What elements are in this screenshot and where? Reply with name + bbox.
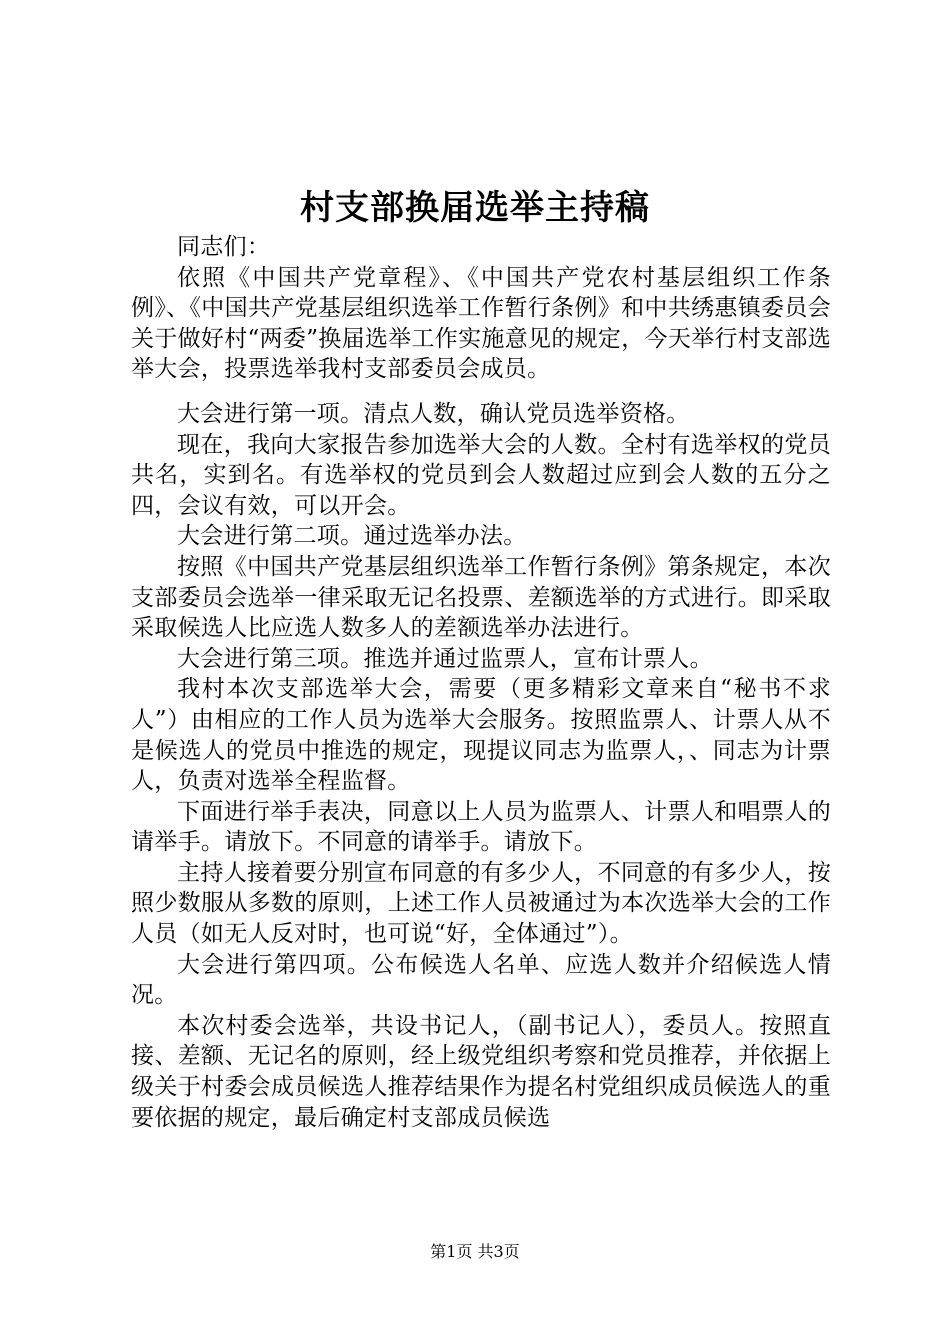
candidate-paragraph: 本次村委会选举，共设书记人，（副书记人），委员人。按照直接、差额、无记名的原则，经上级党组织考察和党员推荐，并依据上级关于村委会成员候选人推荐结果作为提名村党组织成员候选人的重要依据的规定，最后确定村支部成员候选 bbox=[131, 1012, 831, 1131]
intro-paragraph: 依照《中国共产党章程》、《中国共产党农村基层组织工作条例》、《中国共产党基层组织选举工作暂行条例》和中共绣惠镇委员会关于做好村“两委”换届选举工作实施意见的规定，今天举行村支部选举大会，投票选举我村支部委员会成员。 bbox=[131, 264, 831, 383]
scrutineer-proposal-paragraph: 我村本次支部选举大会，需要（更多精彩文章来自“秘书不求人”）由相应的工作人员为选举大会服务。按照监票人、计票人从不是候选人的党员中推选的规定，现提议同志为监票人，、同志为计票人，负责对选举全程监督。 bbox=[131, 676, 831, 795]
attendance-report-paragraph: 现在，我向大家报告参加选举大会的人数。全村有选举权的党员共名，实到名。有选举权的党员到会人数超过应到会人数的五分之四，会议有效，可以开会。 bbox=[131, 431, 831, 519]
item-one-heading: 大会进行第一项。清点人数，确认党员选举资格。 bbox=[177, 400, 690, 427]
document-title: 村支部换届选举主持稿 bbox=[300, 188, 650, 228]
item-four-heading: 大会进行第四项。公布候选人名单、应选人数并介绍候选人情况。 bbox=[131, 951, 831, 1009]
election-method-paragraph: 按照《中国共产党基层组织选举工作暂行条例》第条规定，本次支部委员会选举一律采取无记名投票、差额选举的方式进行。即采取采取候选人比应选人数多人的差额选举办法进行。 bbox=[131, 553, 831, 642]
page-number-footer: 第1页 共3页 bbox=[430, 1242, 520, 1261]
document-body bbox=[131, 232, 831, 1133]
item-two-heading: 大会进行第二项。通过选举办法。 bbox=[177, 523, 527, 550]
vote-result-paragraph: 主持人接着要分别宣布同意的有多少人，不同意的有多少人，按照少数服从多数的原则，上述工作人员被通过为本次选举大会的工作人员（如无人反对时，也可说“好，全体通过”）。 bbox=[131, 859, 831, 948]
item-three-heading: 大会进行第三项。推选并通过监票人，宣布计票人。 bbox=[177, 645, 713, 672]
greeting-paragraph: 同志们： bbox=[177, 234, 271, 260]
show-of-hands-paragraph: 下面进行举手表决，同意以上人员为监票人、计票人和唱票人的请举手。请放下。不同意的请举手。请放下。 bbox=[131, 798, 831, 856]
